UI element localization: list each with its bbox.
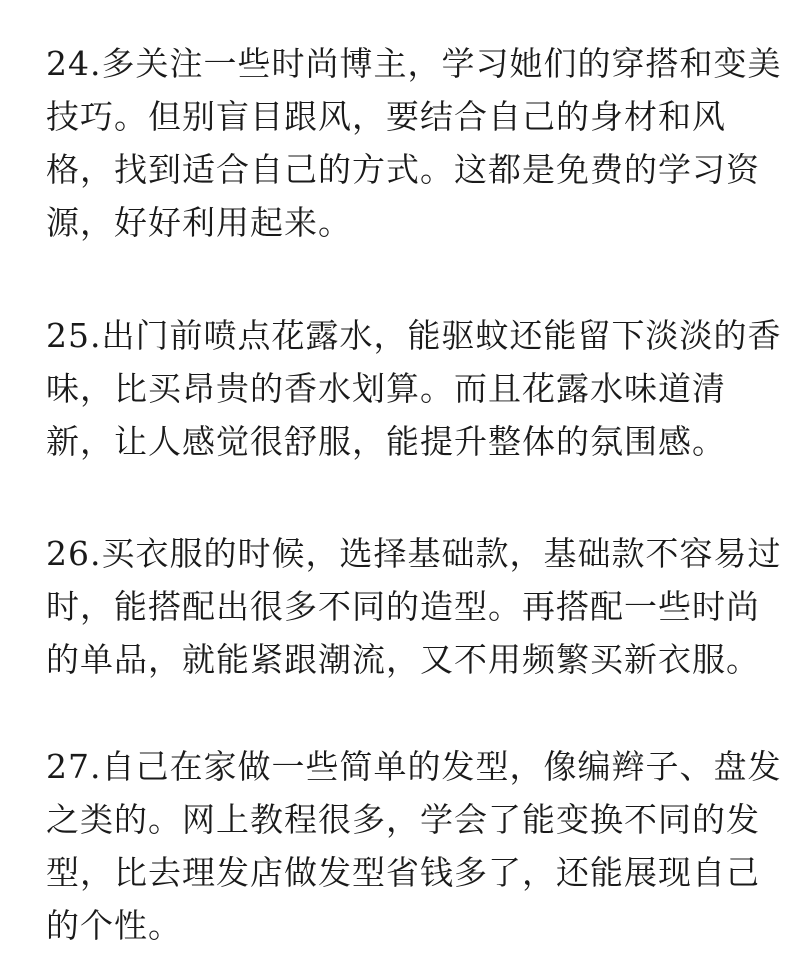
- tip-line: 新，让人感觉很舒服，能提升整体的氛围感。: [46, 422, 726, 461]
- tip-line: [46, 527, 782, 580]
- tip-24-paragraph: [46, 37, 782, 249]
- tip-line: 的个性。: [46, 906, 182, 945]
- tip-number: 24.: [46, 44, 102, 83]
- tip-27-paragraph: [46, 740, 782, 952]
- tip-text: 买衣服的时候，选择基础款，基础款不容易过: [101, 534, 782, 573]
- tip-line: 时，能搭配出很多不同的造型。再搭配一些时尚: [46, 587, 760, 626]
- tip-line: 技巧。但别盲目跟风，要结合自己的身材和风: [46, 97, 726, 136]
- tip-line: [46, 740, 782, 793]
- tip-25-paragraph: [46, 309, 782, 468]
- tip-line: 型，比去理发店做发型省钱多了，还能展现自己: [46, 853, 760, 892]
- tip-number: 25.: [46, 316, 102, 355]
- tip-text: 多关注一些时尚博主，学习她们的穿搭和变美: [101, 44, 782, 83]
- tip-line: 源，好好利用起来。: [46, 203, 352, 242]
- tip-line: 之类的。网上教程很多，学会了能变换不同的发: [46, 800, 760, 839]
- tip-number: 27.: [46, 747, 102, 786]
- tip-text: 自己在家做一些简单的发型，像编辫子、盘发: [101, 747, 782, 786]
- tip-26-paragraph: [46, 527, 782, 686]
- tip-text: 出门前喷点花露水，能驱蚊还能留下淡淡的香: [101, 316, 782, 355]
- tip-line: [46, 37, 782, 90]
- tip-line: 格，找到适合自己的方式。这都是免费的学习资: [46, 150, 760, 189]
- tip-number: 26.: [46, 534, 102, 573]
- tip-line: [46, 309, 782, 362]
- tip-line: 的单品，就能紧跟潮流，又不用频繁买新衣服。: [46, 640, 760, 679]
- tip-line: 味，比买昂贵的香水划算。而且花露水味道清: [46, 369, 726, 408]
